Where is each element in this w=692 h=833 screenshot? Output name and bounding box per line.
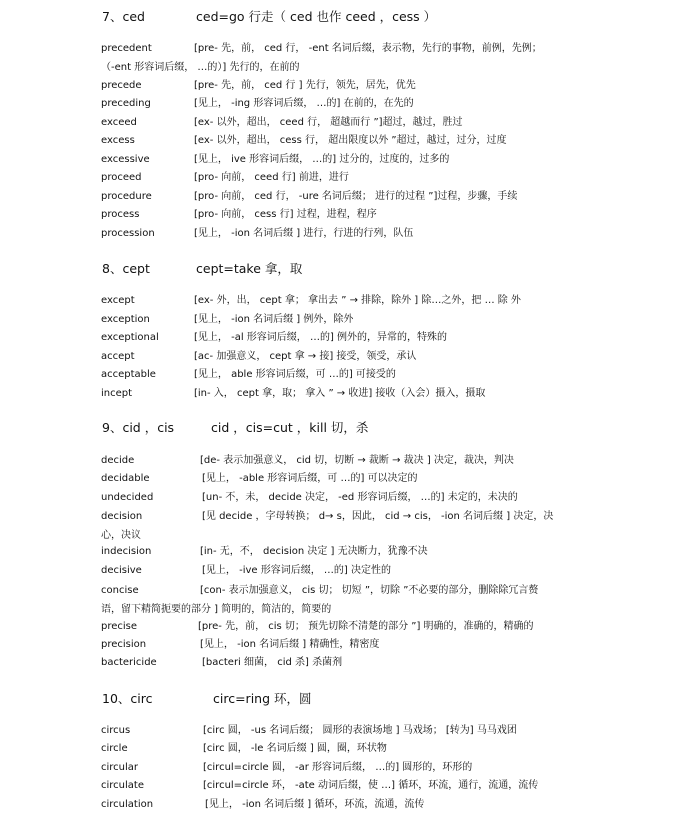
- entry-word: process: [101, 209, 140, 220]
- entry-word: excess: [101, 135, 135, 146]
- entry-definition: [circ 圆， -us 名词后缀； 圆形的表演场地 ] 马戏场； [转为] 马马戏团: [203, 725, 517, 736]
- entry-definition: [un- 不，未， decide 决定， -ed 形容词后缀， …的] 未定的，未决的: [202, 492, 518, 503]
- entry-word: circulate: [101, 780, 144, 791]
- entry-definition: [见上， -ive 形容词后缀， …的] 决定性的: [202, 565, 391, 576]
- entry-definition: [pre- 先，前， ced 行 ] 先行，领先，居先，优先: [194, 80, 416, 91]
- entry-word: exception: [101, 314, 150, 325]
- entry-definition: [pre- 先，前， cis 切； 预先切除不清楚的部分 ”] 明确的，准确的，精确的: [198, 621, 534, 632]
- entry-definition: [ex- 以外，超出， ceed 行， 超越而行 ”]超过，越过，胜过: [194, 117, 463, 128]
- entry-definition-continued: （-ent 形容词后缀， …的）] 先行的，在前的: [101, 61, 300, 73]
- entry-word: exceed: [101, 117, 137, 128]
- root-meaning: ced=go 行走（ ced 也作 ceed ，cess ）: [196, 9, 437, 24]
- entry-definition: [pro- 向前， cess 行] 过程，进程，程序: [194, 209, 377, 220]
- entry-definition: [见 decide ，字母转换； d→ s，因此， cid → cis， -ion 名词后缀 ] 决定，决: [202, 511, 554, 522]
- entry-definition: [circul=circle 圆， -ar 形容词后缀， …的] 圆形的，环形的: [203, 762, 473, 773]
- entry-definition: [见上， ive 形容词后缀， …的] 过分的，过度的，过多的: [194, 154, 450, 165]
- entry-word: decision: [101, 511, 143, 522]
- entry-word: decidable: [101, 473, 150, 484]
- entry-definition: [见上， -ion 名词后缀 ] 例外，除外: [194, 314, 354, 325]
- entry-word: proceed: [101, 172, 142, 183]
- entry-word: except: [101, 295, 135, 306]
- entry-word: decisive: [101, 565, 142, 576]
- entry-word: precede: [101, 80, 142, 91]
- entry-word: circle: [101, 743, 128, 754]
- entry-definition: [见上， -al 形容词后缀， …的] 例外的，异常的，特殊的: [194, 332, 448, 343]
- entry-word: circular: [101, 762, 139, 773]
- section-number: 8、cept: [102, 261, 150, 276]
- section-number: 9、cid ，cis: [102, 420, 175, 435]
- entry-word: accept: [101, 351, 135, 362]
- entry-definition: [见上， -able 形容词后缀，可 …的] 可以决定的: [202, 473, 418, 484]
- entry-definition: [pro- 向前， ceed 行] 前进，进行: [194, 172, 349, 183]
- entry-definition: [pre- 先，前， ced 行， -ent 名词后缀，表示物，先行的事物，前例，先例；: [194, 43, 542, 54]
- entry-word: incept: [101, 388, 133, 399]
- section-number: 10、circ: [102, 691, 153, 706]
- section-heading: [0, 259, 692, 279]
- entry-word: bactericide: [101, 657, 157, 668]
- entry-word: circulation: [101, 799, 154, 810]
- entry-definition: [ac- 加强意义， cept 拿 → 接] 接受，领受，承认: [194, 351, 417, 362]
- entry-definition-continued: 心，决议: [101, 529, 141, 541]
- root-meaning: circ=ring 环，圆: [213, 691, 312, 706]
- entry-definition: [bacteri 细菌， cid 杀] 杀菌剂: [202, 657, 343, 668]
- entry-word: precedent: [101, 43, 152, 54]
- entry-definition: [ex- 以外，超出， cess 行， 超出限度以外 ”超过，越过，过分，过度: [194, 135, 507, 146]
- entry-definition: [见上， -ion 名词后缀 ] 循环，环流，流通，流传: [205, 799, 425, 810]
- entry-word: preceding: [101, 98, 151, 109]
- section-number: 7、ced: [102, 9, 145, 24]
- entry-definition: [pro- 向前， ced 行， -ure 名词后缀； 进行的过程 ”]过程，步骤，手续: [194, 191, 518, 202]
- entry-definition: [circ 圆， -le 名词后缀 ] 圆，圈，环状物: [203, 743, 387, 754]
- entry-definition: [见上， -ion 名词后缀 ] 精确性，精密度: [200, 639, 380, 650]
- entry-word: precision: [101, 639, 147, 650]
- entry-definition: [de- 表示加强意义， cid 切，切断 → 裁断 → 裁决 ] 决定，裁决，判决: [200, 455, 514, 466]
- section-heading: [0, 418, 692, 438]
- entry-word: acceptable: [101, 369, 156, 380]
- entry-word: indecision: [101, 546, 152, 557]
- entry-word: precise: [101, 621, 138, 632]
- entry-word: excessive: [101, 154, 150, 165]
- root-meaning: cid ，cis=cut ，kill 切，杀: [211, 420, 369, 435]
- entry-word: undecided: [101, 492, 154, 503]
- entry-word: circus: [101, 725, 131, 736]
- entry-word: exceptional: [101, 332, 159, 343]
- entry-definition: [in- 入， cept 拿，取； 拿入 ” → 收进] 接收（入会）摄入，摄取: [194, 388, 486, 399]
- entry-definition: [ex- 外，出， cept 拿； 拿出去 ” → 排除，除外 ] 除…之外，把 … 除 外: [194, 295, 521, 306]
- entry-word: procedure: [101, 191, 152, 202]
- entry-definition: [见上， able 形容词后缀，可 …的] 可接受的: [194, 369, 396, 380]
- entry-word: concise: [101, 585, 139, 596]
- entry-definition-continued: 语，留下精简扼要的部分 ] 简明的，简洁的，简要的: [101, 603, 332, 615]
- section-heading: [0, 7, 692, 27]
- entry-word: procession: [101, 228, 155, 239]
- entry-definition: [circul=circle 环， -ate 动词后缀，使 …] 循环，环流，通行，流通，流传: [203, 780, 539, 791]
- section-heading: [0, 689, 692, 709]
- entry-definition: [con- 表示加强意义， cis 切； 切短 ”，切除 ”不必要的部分，删除除冗言赘: [200, 585, 539, 596]
- root-meaning: cept=take 拿，取: [196, 261, 303, 276]
- entry-definition: [见上， -ing 形容词后缀， …的] 在前的，在先的: [194, 98, 414, 109]
- entry-word: decide: [101, 455, 135, 466]
- entry-definition: [见上， -ion 名词后缀 ] 进行，行进的行列，队伍: [194, 228, 414, 239]
- entry-definition: [in- 无，不， decision 决定 ] 无决断力，犹豫不决: [200, 546, 428, 557]
